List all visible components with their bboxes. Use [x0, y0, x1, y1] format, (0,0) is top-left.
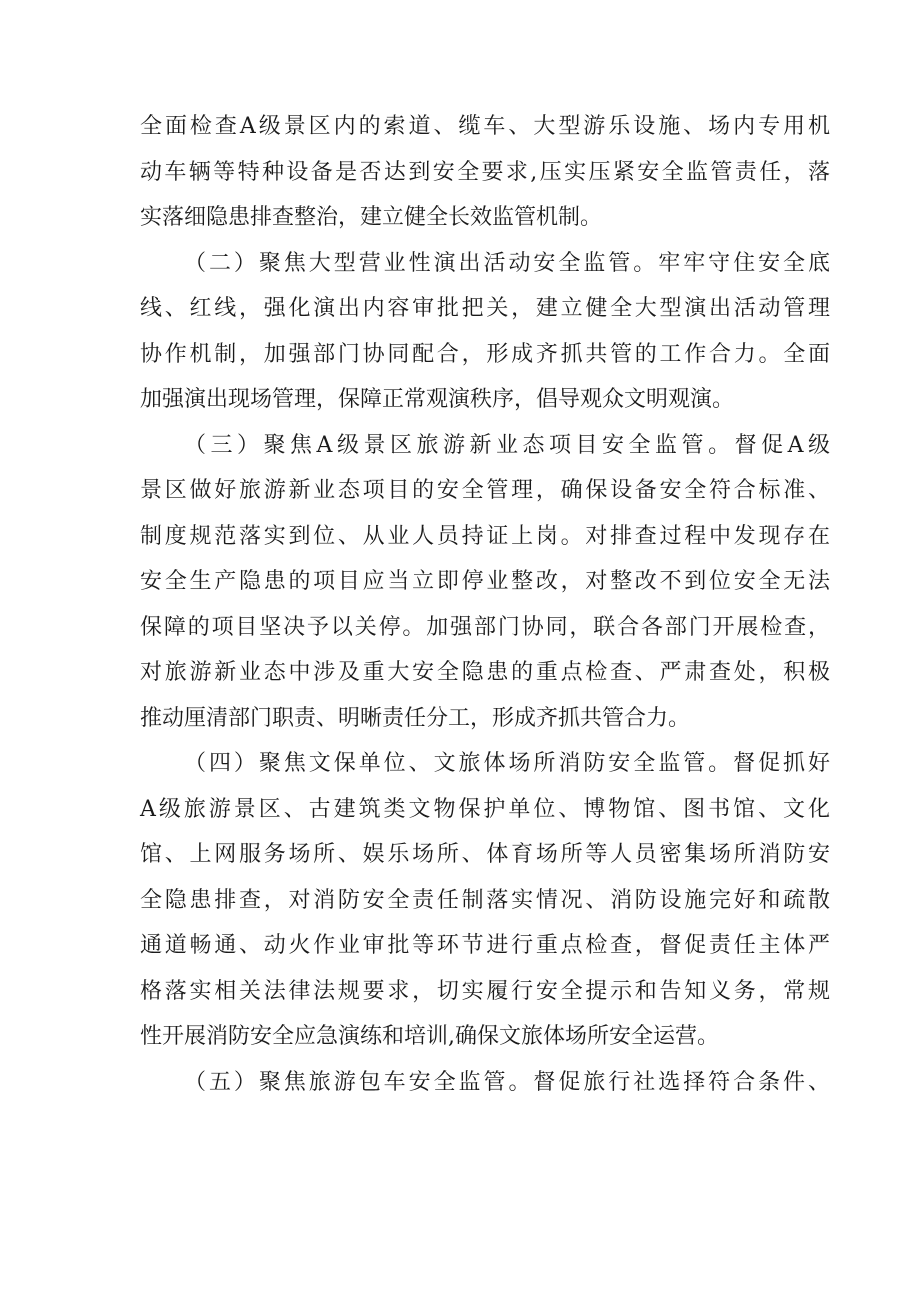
- body-line: 全隐患排查，对消防安全责任制落实情况、消防设施完好和疏散: [140, 887, 830, 913]
- body-line: 对旅游新业态中涉及重大安全隐患的重点检查、严肃查处，积极: [140, 660, 830, 685]
- body-line: 协作机制，加强部门协同配合，形成齐抓共管的工作合力。全面: [140, 341, 830, 367]
- body-line: 安全生产隐患的项目应当立即停业整改，对整改不到位安全无法: [140, 569, 830, 594]
- section-heading-line: （二）聚焦大型营业性演出活动安全监管。牢牢守住安全底: [184, 250, 830, 276]
- section-heading-line: （三）聚焦A级景区旅游新业态项目安全监管。督促A级: [184, 432, 830, 458]
- body-line: 加强演出现场管理，保障正常观演秩序，倡导观众文明观演。: [140, 387, 735, 412]
- section-heading-line: （四）聚焦文保单位、文旅体场所消防安全监管。督促抓好: [184, 751, 830, 776]
- section-heading-line: （五）聚焦旅游包车安全监管。督促旅行社选择符合条件、: [184, 1069, 830, 1095]
- body-line: 馆、上网服务场所、娱乐场所、体育场所等人员密集场所消防安: [140, 842, 830, 867]
- body-line: 动车辆等特种设备是否达到安全要求,压实压紧安全监管责任，落: [140, 159, 830, 185]
- document-body: [140, 104, 830, 1105]
- body-line: A级旅游景区、古建筑类文物保护单位、博物馆、图书馆、文化: [140, 796, 830, 822]
- body-line: 通道畅通、动火作业审批等环节进行重点检查，督促责任主体严: [140, 933, 830, 958]
- body-line: 保障的项目坚决予以关停。加强部门协同，联合各部门开展检查，: [140, 614, 830, 640]
- body-line: 线、红线，强化演出内容审批把关，建立健全大型演出活动管理: [140, 296, 830, 321]
- body-line: 景区做好旅游新业态项目的安全管理，确保设备安全符合标准、: [140, 478, 830, 503]
- body-line: 实落细隐患排查整治，建立健全长效监管机制。: [140, 205, 603, 230]
- body-line: 全面检查A级景区内的索道、缆车、大型游乐设施、场内专用机: [140, 114, 830, 139]
- body-line: 格落实相关法律法规要求，切实履行安全提示和告知义务，常规: [140, 978, 830, 1004]
- body-line: 制度规范落实到位、从业人员持证上岗。对排查过程中发现存在: [140, 523, 830, 549]
- body-line: 推动厘清部门职责、明晰责任分工，形成齐抓共管合力。: [140, 705, 691, 731]
- body-line: 性开展消防安全应急演练和培训,确保文旅体场所安全运营。: [140, 1024, 719, 1049]
